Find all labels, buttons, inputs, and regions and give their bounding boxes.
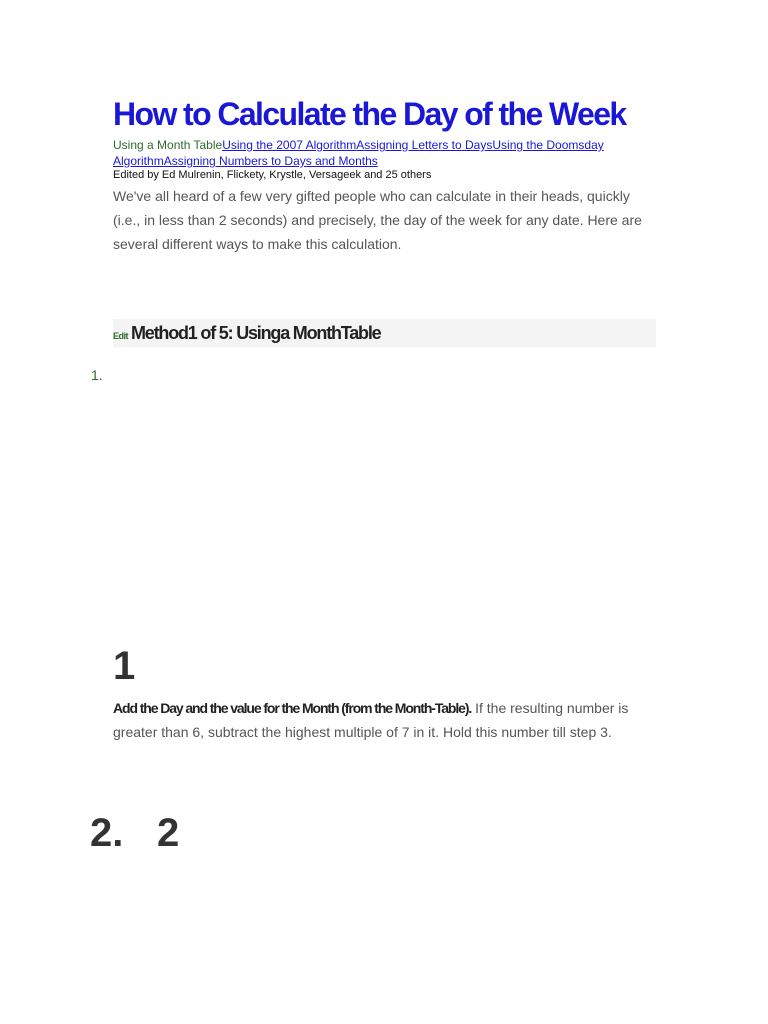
method-tabs: [113, 137, 643, 169]
page-title: How to Calculate the Day of the Week: [113, 96, 626, 132]
tab-using-2007-algorithm[interactable]: Using the 2007 Algorithm: [222, 138, 357, 152]
edit-link[interactable]: Edit: [113, 331, 128, 341]
step-number: 2: [157, 811, 180, 855]
tab-assigning-numbers-to-days-and-months[interactable]: Assigning Numbers to Days and Months: [163, 154, 378, 168]
step-body-text: If the resulting number is greater than 6, subtract the highest multiple of 7 in it. Hold this number till step 3.: [113, 700, 629, 740]
edited-by-credit: Edited by Ed Mulrenin, Flickety, Krystle, Versageek and 25 others: [113, 169, 432, 181]
step-bold-text: Add the Day and the value for the Month (from the Month-Table).: [113, 700, 472, 716]
tab-assigning-letters-to-days[interactable]: Assigning Letters to Days: [356, 138, 493, 152]
method-heading: Method1 of 5: Usinga MonthTable: [131, 323, 381, 343]
step-text: [113, 696, 658, 744]
step-list-marker: 2.: [90, 811, 124, 855]
tab-using-doomsday-algorithm[interactable]: Using the Doomsday Algorithm: [113, 138, 604, 168]
step-list-marker: 1.: [91, 367, 103, 383]
intro-paragraph: We've all heard of a few very gifted people who can calculate in their heads, quickly (i.e., in less than 2 seconds) and precisely, the day of the week for any date. Here are several different ways to make this calculation.: [113, 188, 642, 252]
tab-using-a-month-table[interactable]: Using a Month Table: [113, 138, 223, 152]
step-number: 1: [113, 644, 136, 688]
